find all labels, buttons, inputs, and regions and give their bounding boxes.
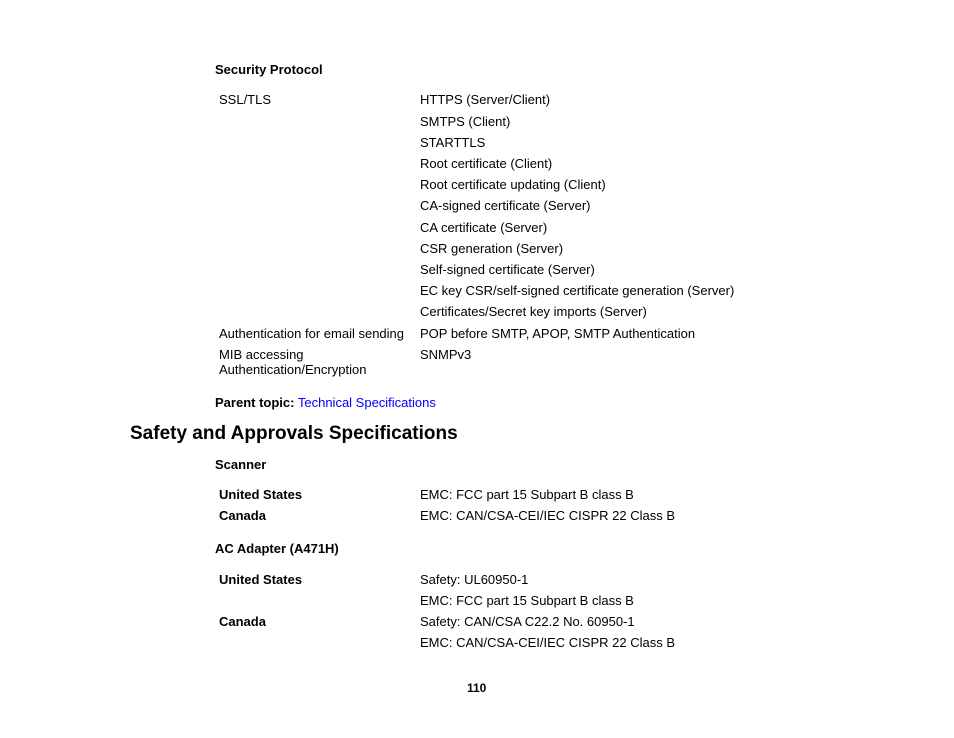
page-number: 110	[467, 681, 487, 695]
auth-email-value: POP before SMTP, APOP, SMTP Authentication	[420, 326, 696, 341]
scanner-us-value: EMC: FCC part 15 Subpart B class B	[420, 487, 634, 502]
ssl-value: HTTPS (Server/Client)	[420, 92, 551, 107]
ssl-value: Root certificate updating (Client)	[420, 177, 606, 192]
ssl-value: SMTPS (Client)	[420, 114, 511, 129]
ssl-value: EC key CSR/self-signed certificate generation (Server)	[420, 283, 735, 298]
adapter-ca-value: Safety: CAN/CSA C22.2 No. 60950-1	[420, 614, 635, 629]
adapter-ca-label: Canada	[219, 614, 266, 629]
adapter-ca-value: EMC: CAN/CSA-CEI/IEC CISPR 22 Class B	[420, 635, 675, 650]
mib-label-line2: Authentication/Encryption	[219, 362, 367, 377]
adapter-us-label: United States	[219, 572, 303, 587]
ac-adapter-heading: AC Adapter (A471H)	[215, 541, 339, 556]
security-protocol-heading: Security Protocol	[215, 62, 323, 77]
adapter-us-value: Safety: UL60950-1	[420, 572, 529, 587]
ssl-value: CA-signed certificate (Server)	[420, 198, 591, 213]
ssl-tls-label: SSL/TLS	[219, 92, 272, 107]
technical-specifications-link[interactable]: Technical Specifications	[297, 395, 436, 410]
auth-email-label: Authentication for email sending	[219, 326, 405, 341]
mib-label-line1: MIB accessing	[219, 347, 304, 362]
scanner-ca-value: EMC: CAN/CSA-CEI/IEC CISPR 22 Class B	[420, 508, 675, 523]
ssl-value: CSR generation (Server)	[420, 241, 564, 256]
mib-value: SNMPv3	[420, 347, 472, 362]
ssl-value: STARTTLS	[420, 135, 486, 150]
scanner-ca-label: Canada	[219, 508, 266, 523]
parent-topic	[215, 395, 436, 410]
adapter-us-value: EMC: FCC part 15 Subpart B class B	[420, 593, 634, 608]
scanner-heading: Scanner	[215, 457, 267, 472]
ssl-value: Root certificate (Client)	[420, 156, 553, 171]
page-title: Safety and Approvals Specifications	[130, 423, 458, 444]
ssl-value: Self-signed certificate (Server)	[420, 262, 595, 277]
scanner-us-label: United States	[219, 487, 303, 502]
ssl-value: CA certificate (Server)	[420, 220, 548, 235]
parent-topic-label: Parent topic:	[215, 395, 295, 410]
ssl-value: Certificates/Secret key imports (Server)	[420, 304, 647, 319]
